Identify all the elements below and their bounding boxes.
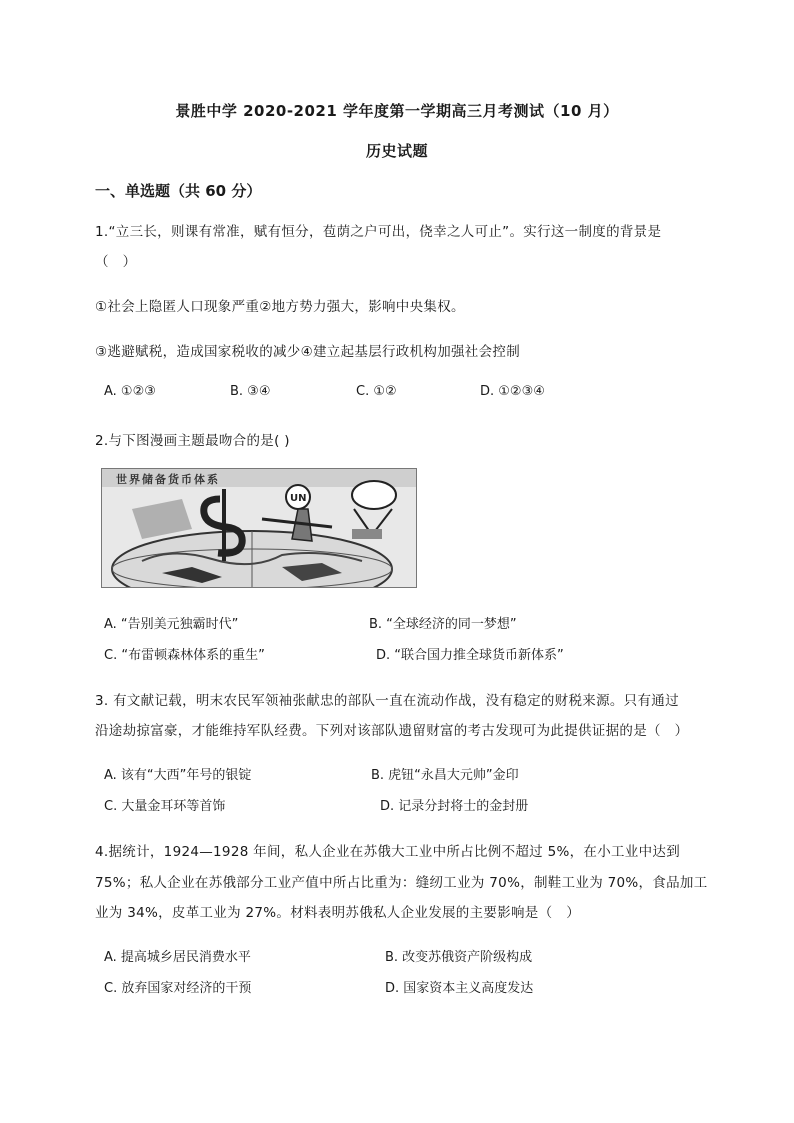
section-heading: 一、单选题（共 60 分） [95,182,262,200]
q3-option-b: B. 虎钮“永昌大元帅”金印 [371,768,519,783]
q3-stem-line-2: 沿途劫掠富豪，才能维持军队经费。下列对该部队遗留财富的考古发现可为此提供证据的是（ ） [95,723,689,739]
q4-option-b: B. 改变苏俄资产阶级构成 [385,950,533,965]
subject-title: 历史试题 [365,142,428,160]
q3-stem-line-1: 3. 有文献记载，明末农民军领袖张献忠的部队一直在流动作战，没有稳定的财税来源。只有通过 [95,693,679,709]
q3-option-d: D. 记录分封将士的金封册 [380,799,529,814]
q4-stem-line-2: 75%；私人企业在苏俄部分工业产值中所占比重为：缝纫工业为 70%，制鞋工业为 70%，食品加工 [95,875,708,891]
q2-stem: 2.与下图漫画主题最吻合的是( ) [95,433,290,449]
q2-option-b: B. “全球经济的同一梦想” [369,617,517,632]
q3-option-a: A. 该有“大西”年号的银锭 [104,768,252,783]
cartoon-caption: 世界储备货币体系 [116,473,220,486]
q4-stem-line-3: 业为 34%，皮革工业为 27%。材料表明苏俄私人企业发展的主要影响是（ ） [95,905,580,921]
q2-option-d: D. “联合国力推全球货币新体系” [376,648,564,663]
exam-title: 景胜中学 2020-2021 学年度第一学期高三月考测试（10 月） [175,102,619,120]
q4-stem-line-1: 4.据统计，1924—1928 年间，私人企业在苏俄大工业中所占比例不超过 5%，在小工业中达到 [95,844,680,860]
q2-option-c: C. “布雷顿森林体系的重生” [104,648,265,663]
q1-option-d: D. ①②③④ [480,384,545,399]
q1-statement-2: ③逃避赋税，造成国家税收的减少④建立起基层行政机构加强社会控制 [95,344,521,360]
q4-option-c: C. 放弃国家对经济的干预 [104,981,252,996]
svg-text:UN: UN [290,493,307,504]
q1-option-a: A. ①②③ [104,384,156,399]
q1-stem-line-1: 1.“立三长，则课有常准，赋有恒分，苞荫之户可出，侥幸之人可止”。实行这一制度的背景是 [95,224,662,240]
q1-option-b: B. ③④ [230,384,271,399]
q4-option-d: D. 国家资本主义高度发达 [385,981,534,996]
q3-option-c: C. 大量金耳环等首饰 [104,799,226,814]
q2-option-a: A. “告别美元独霸时代” [104,617,239,632]
currency-cartoon-image [101,468,417,588]
q4-option-a: A. 提高城乡居民消费水平 [104,950,251,965]
q1-stem-line-2: （ ） [95,254,137,270]
q1-option-c: C. ①② [356,384,397,399]
q1-statement-1: ①社会上隐匿人口现象严重②地方势力强大，影响中央集权。 [95,299,465,315]
